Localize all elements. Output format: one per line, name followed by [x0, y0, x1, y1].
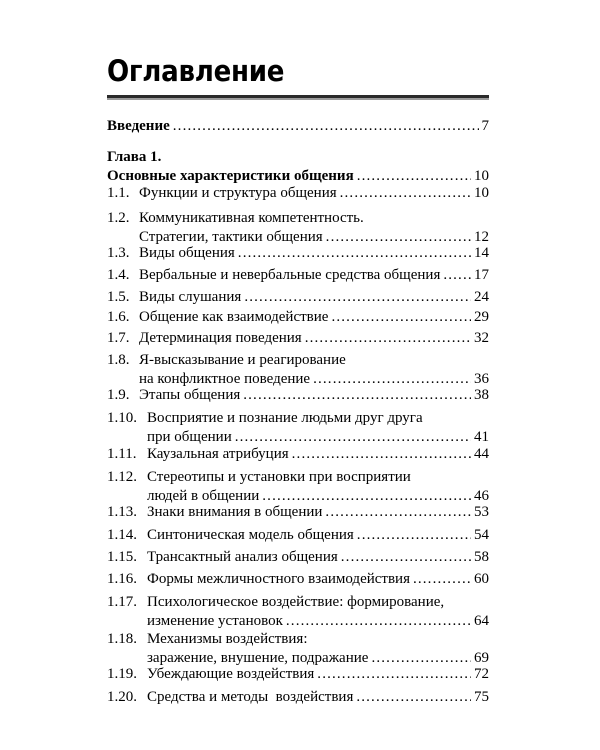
- dot-leader: [357, 526, 471, 545]
- toc-entry[interactable]: [107, 409, 489, 447]
- section-title: Знаки внимания в общении: [147, 504, 323, 520]
- toc-page-number: 44: [474, 446, 489, 462]
- section-title: Синтоническая модель общения: [147, 527, 354, 543]
- section-title: Детерминация поведения: [139, 330, 302, 346]
- toc-entry-intro[interactable]: [107, 117, 489, 136]
- toc-page-number: 64: [474, 613, 489, 629]
- section-title: Виды общения: [139, 245, 235, 261]
- section-title-continued: Стратегии, тактики общения: [139, 229, 323, 245]
- toc-entry[interactable]: [107, 468, 489, 506]
- title-divider: [107, 95, 489, 98]
- section-number: 1.2.: [107, 210, 130, 226]
- toc-page-number: 17: [474, 267, 489, 283]
- toc-entry[interactable]: [107, 209, 489, 247]
- section-title: Средства и методы воздействия: [147, 689, 354, 705]
- toc-page-number: 14: [474, 245, 489, 261]
- toc-page-number: 38: [474, 387, 489, 403]
- toc-entry[interactable]: [107, 630, 489, 668]
- section-title: Психологическое воздействие: формирование,: [147, 594, 445, 610]
- toc-entry[interactable]: [107, 503, 489, 522]
- section-number: 1.10.: [107, 410, 137, 426]
- toc-entry[interactable]: [107, 688, 489, 707]
- section-title-continued: на конфликтное поведение: [139, 371, 311, 387]
- dot-leader: [317, 665, 471, 684]
- section-number: 1.15.: [107, 549, 137, 565]
- section-number: 1.18.: [107, 631, 137, 647]
- section-number: 1.7.: [107, 330, 130, 346]
- toc-entry-title: Введение: [107, 118, 170, 134]
- section-title: Общение как взаимодействие: [139, 309, 329, 325]
- section-number: 1.6.: [107, 309, 130, 325]
- section-title: Этапы общения: [139, 387, 241, 403]
- chapter-label: Глава 1.: [107, 149, 162, 165]
- toc-page-number: 12: [474, 229, 489, 245]
- section-number: 1.13.: [107, 504, 137, 520]
- section-number: 1.14.: [107, 527, 137, 543]
- toc-page-number: 41: [474, 429, 489, 445]
- dot-leader: [305, 329, 471, 348]
- section-title: Я-высказывание и реагирование: [139, 352, 346, 368]
- section-number: 1.17.: [107, 594, 137, 610]
- toc-page-number: 32: [474, 330, 489, 346]
- toc-entry[interactable]: [107, 329, 489, 348]
- section-number: 1.8.: [107, 352, 130, 368]
- page-title: Оглавление: [107, 54, 285, 88]
- dot-leader: [325, 503, 471, 522]
- toc-page-number: 72: [474, 666, 489, 682]
- section-number: 1.16.: [107, 571, 137, 587]
- dot-leader: [292, 445, 471, 464]
- toc-entry[interactable]: [107, 386, 489, 405]
- section-number: 1.1.: [107, 185, 130, 201]
- toc-page-number: 46: [474, 488, 489, 504]
- section-title: Восприятие и познание людьми друг друга: [147, 410, 423, 426]
- section-title-continued: людей в общении: [147, 488, 260, 504]
- toc-entry[interactable]: [107, 593, 489, 631]
- dot-leader: [340, 184, 471, 203]
- dot-leader: [413, 570, 471, 589]
- section-title: Формы межличностного взаимодействия: [147, 571, 410, 587]
- dot-leader: [341, 548, 471, 567]
- dot-leader: [243, 386, 471, 405]
- toc-page-number: 69: [474, 650, 489, 666]
- section-title: Каузальная атрибуция: [147, 446, 289, 462]
- dot-leader: [244, 288, 471, 307]
- dot-leader: [356, 688, 471, 707]
- section-number: 1.12.: [107, 469, 137, 485]
- toc-page-number: 54: [474, 527, 489, 543]
- section-title-continued: при общении: [147, 429, 232, 445]
- section-number: 1.19.: [107, 666, 137, 682]
- dot-leader: [238, 244, 471, 263]
- section-number: 1.3.: [107, 245, 130, 261]
- section-number: 1.4.: [107, 267, 130, 283]
- dot-leader: [173, 117, 479, 136]
- toc-page-number: 36: [474, 371, 489, 387]
- toc-page-number: 10: [474, 168, 489, 184]
- toc-entry[interactable]: [107, 526, 489, 545]
- toc-page-number: 53: [474, 504, 489, 520]
- section-title: Механизмы воздействия:: [147, 631, 308, 647]
- toc-entry[interactable]: [107, 351, 489, 389]
- toc-entry[interactable]: [107, 266, 489, 285]
- section-title: Функции и структура общения: [139, 185, 337, 201]
- toc-page-number: 75: [474, 689, 489, 705]
- section-title-continued: заражение, внушение, подражание: [147, 650, 369, 666]
- toc-page-number: 24: [474, 289, 489, 305]
- section-title: Убеждающие воздействия: [147, 666, 315, 682]
- section-number: 1.5.: [107, 289, 130, 305]
- toc-page-number: 60: [474, 571, 489, 587]
- toc-page-number: 7: [481, 118, 489, 134]
- section-title: Трансактный анализ общения: [147, 549, 338, 565]
- section-title: Коммуникативная компетентность.: [139, 210, 364, 226]
- section-number: 1.20.: [107, 689, 137, 705]
- section-title-continued: изменение установок: [147, 613, 283, 629]
- section-number: 1.9.: [107, 387, 130, 403]
- chapter-title: Основные характеристики общения: [107, 168, 354, 184]
- section-title: Вербальные и невербальные средства общения: [139, 267, 441, 283]
- dot-leader: [331, 308, 471, 327]
- toc-chapter-1[interactable]: [107, 148, 489, 186]
- toc-entry[interactable]: [107, 288, 489, 307]
- toc-page-number: 29: [474, 309, 489, 325]
- toc-entry[interactable]: [107, 445, 489, 464]
- toc-entry[interactable]: [107, 244, 489, 263]
- section-title: Стереотипы и установки при восприятии: [147, 469, 411, 485]
- section-number: 1.11.: [107, 446, 137, 462]
- toc-entry[interactable]: [107, 548, 489, 567]
- section-title: Виды слушания: [139, 289, 242, 305]
- toc-page-number: 10: [474, 185, 489, 201]
- toc-entry[interactable]: [107, 570, 489, 589]
- toc-entry[interactable]: [107, 308, 489, 327]
- dot-leader: [443, 266, 471, 285]
- toc-entry[interactable]: [107, 665, 489, 684]
- toc-entry[interactable]: [107, 184, 489, 203]
- dot-leader: [286, 612, 471, 631]
- toc-page-number: 58: [474, 549, 489, 565]
